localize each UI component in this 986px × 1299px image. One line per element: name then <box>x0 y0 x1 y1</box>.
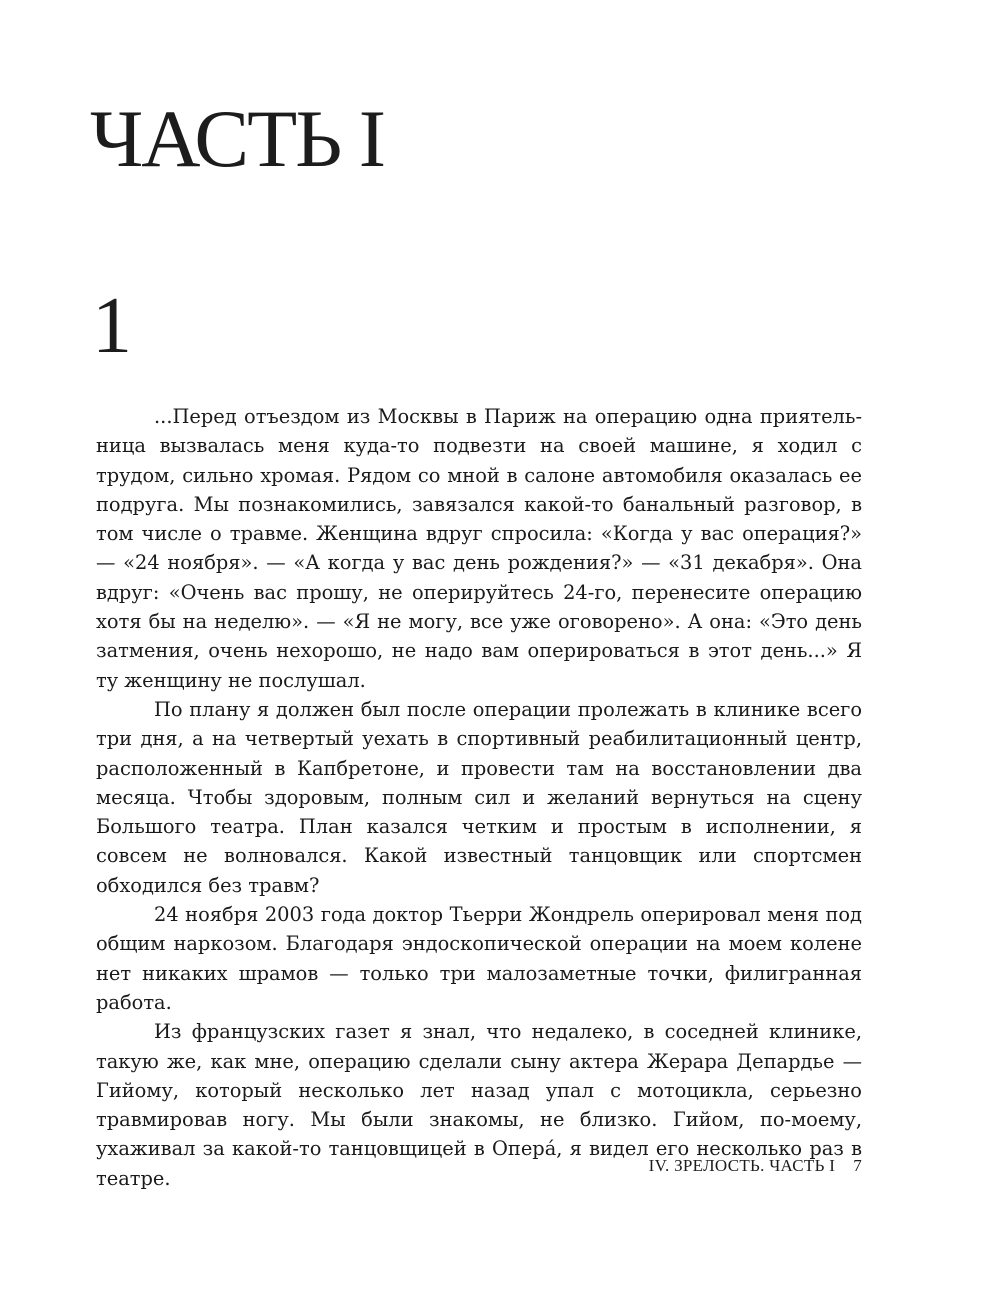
running-footer <box>649 1156 862 1176</box>
paragraph: Из французских газет я знал, что недалеко, в соседней клинике, такую же, как мне, операцию сделали сыну актера Жерара Депардье — Гийому, который несколько лет назад упал с мотоцикла, серьезно травмировав ногу. Мы были знакомы, не близко. Гийом, по-моему, ухаживал за какой-то танцовщицей в Опера́, я видел его несколько раз в театре. <box>96 1020 862 1190</box>
chapter-number: 1 <box>92 282 132 370</box>
paragraph: ...Перед отъездом из Москвы в Париж на операцию одна приятельница вызвалась меня куда-то подвезти на своей машине, я ходил с трудом, сильно хромая. Рядом со мной в салоне автомобиля оказалась ее подруга. Мы познакомились, завязался какой-то банальный разговор, в том числе о травме. Женщина вдруг спросила: «Когда у вас операция?» — «24 ноября». — «А когда у вас день рождения?» — «31 декабря». Она вдруг: «Очень вас прошу, не оперируйтесь 24-го, перенесите операцию хотя бы на неделю». — «Я не могу, все уже оговорено». А она: «Это день затмения, очень нехорошо, не надо вам оперироваться в этот день...» Я ту женщину не послушал. <box>96 405 862 692</box>
chapter-body <box>96 402 862 1193</box>
page-number: 7 <box>853 1156 862 1175</box>
paragraph: По плану я должен был после операции пролежать в клинике всего три дня, а на четвертый уехать в спортивный реабилитационный центр, расположенный в Капбретоне, и провести там на восстановлении два месяца. Чтобы здоровым, полным сил и желаний вернуться на сцену Большого театра. План казался четким и простым в исполнении, я совсем не волновался. Какой известный танцовщик или спортсмен обходился без травм? <box>96 697 862 897</box>
paragraph: 24 ноября 2003 года доктор Тьерри Жондрель оперировал меня под общим наркозом. Благодаря эндоскопической операции на моем колене нет никаких шрамов — только три малозаметные точки, филигранная работа. <box>96 903 862 1014</box>
running-title: IV. ЗРЕЛОСТЬ. ЧАСТЬ I <box>648 1156 836 1175</box>
part-title: ЧАСТЬ I <box>90 93 385 184</box>
